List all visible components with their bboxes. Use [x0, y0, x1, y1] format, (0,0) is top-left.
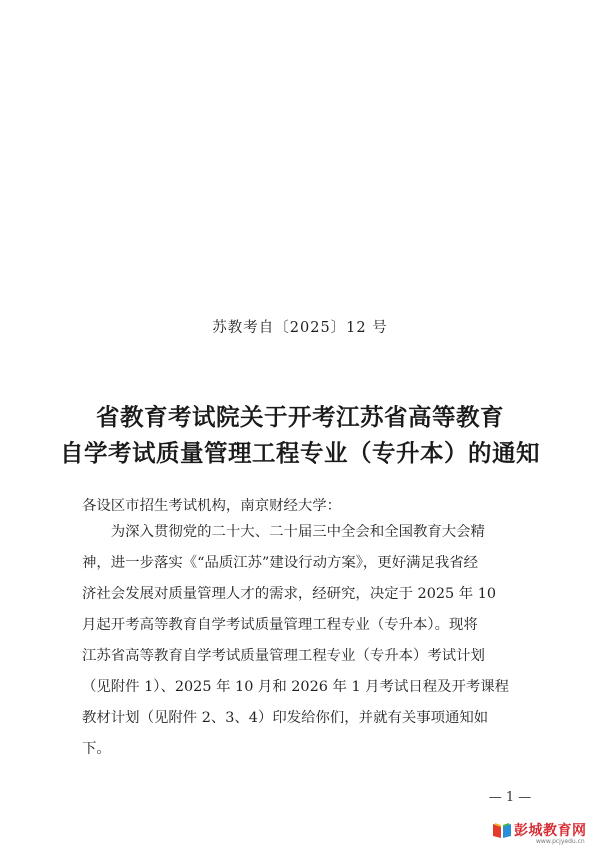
paragraph-line: 下。 [82, 741, 111, 757]
watermark-url: www.pcjyedu.cn [536, 838, 585, 845]
watermark-name: 彭城教育网 [514, 823, 587, 839]
paragraph-line: 月起开考高等教育自学考试质量管理工程专业（专升本）。现将 [82, 617, 478, 633]
title-line-2: 自学考试质量管理工程专业（专升本）的通知 [60, 439, 540, 467]
page-number: — 1 — [488, 790, 532, 805]
paragraph-line: （见附件 1）、2025 年 10 月和 2026 年 1 月考试日程及开考课程 [82, 679, 510, 695]
paragraph-line: 教材计划（见附件 2、3、4）印发给你们，并就有关事项通知如 [82, 710, 489, 726]
title-line-1: 省教育考试院关于开考江苏省高等教育 [96, 403, 504, 431]
salutation: 各设区市招生考试机构，南京财经大学： [82, 498, 342, 514]
paragraph-line: 神，进一步落实《“品质江苏”建设行动方案》，更好满足我省经 [82, 555, 479, 571]
paragraph-line: 江苏省高等教育自学考试质量管理工程专业（专升本）考试计划 [82, 648, 485, 664]
watermark-logo [492, 819, 592, 845]
book-icon [492, 821, 512, 839]
document-number: 苏教考自〔2025〕12 号 [212, 320, 388, 336]
paragraph-line: 为深入贯彻党的二十大、二十届三中全会和全国教育大会精 [82, 524, 485, 540]
paragraph-line: 济社会发展对质量管理人才的需求，经研究，决定于 2025 年 10 [82, 586, 497, 602]
